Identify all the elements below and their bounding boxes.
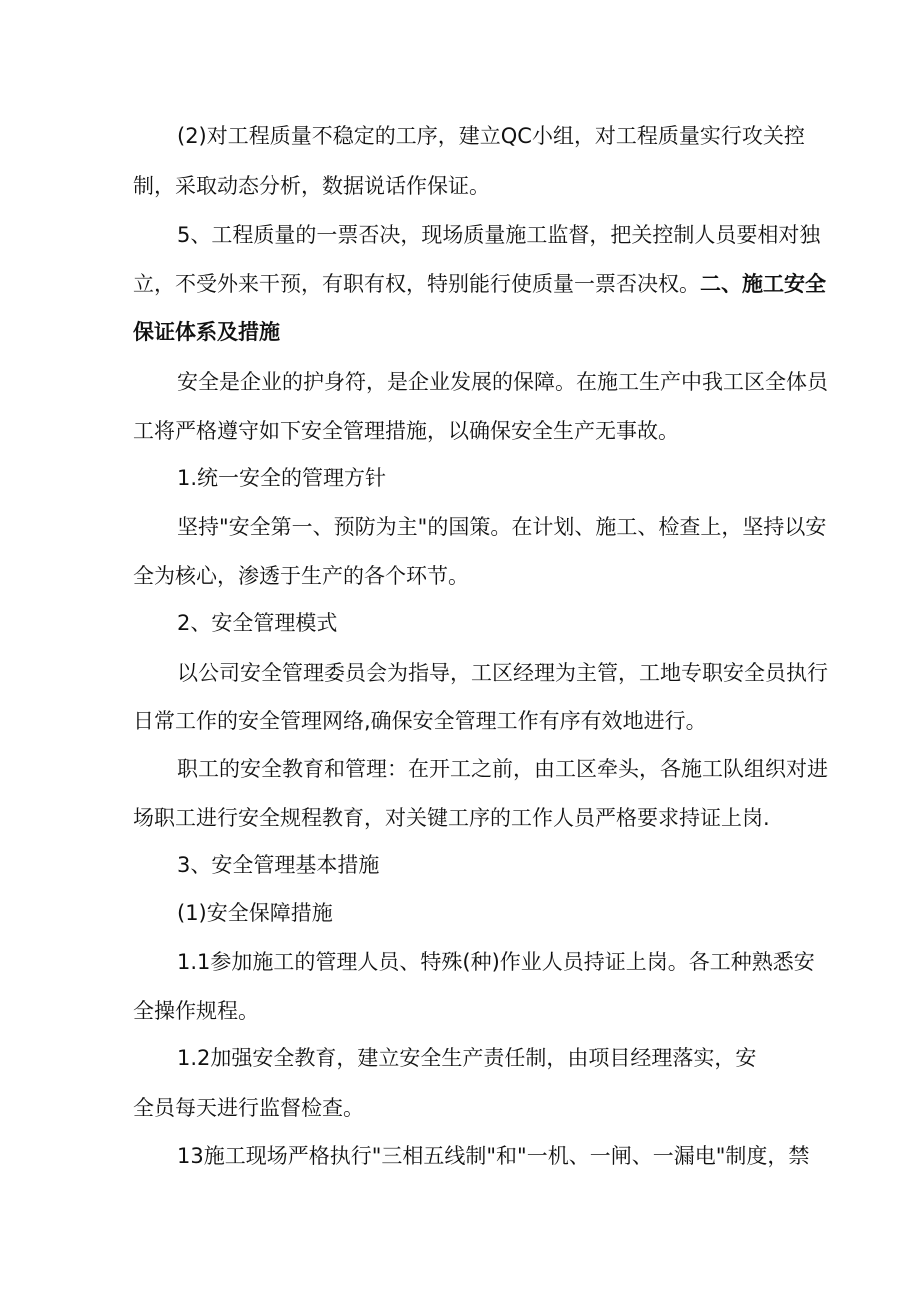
paragraph-education-duty-line2: 全员每天进行监督检查。	[133, 1096, 364, 1120]
paragraph-quality-qc-line2: 制，采取动态分析，数据说话作保证。	[133, 174, 490, 198]
paragraph-education-line2: 场职工进行安全规程教育，对关键工序的工作人员严格要求持证上岗.	[133, 806, 770, 830]
section-heading-safety-part2: 保证体系及措施	[133, 320, 280, 344]
paragraph-education-line1: 职工的安全教育和管理：在开工之前，由工区牵头，各施工队组织对进	[177, 757, 828, 781]
subheading-mode: 2、安全管理模式	[177, 611, 338, 635]
paragraph-mode-line1: 以公司安全管理委员会为指导，工区经理为主管，工地专职安全员执行	[177, 661, 828, 685]
paragraph-certified-line2: 全操作规程。	[133, 999, 259, 1023]
subheading-guarantee: (1)安全保障措施	[177, 901, 333, 925]
paragraph-electrical-line1: 13施工现场严格执行"三相五线制"和"一机、一闸、一漏电"制度，禁	[177, 1144, 810, 1168]
paragraph-safety-intro-line2: 工将严格遵守如下安全管理措施，以确保安全生产无事故。	[133, 419, 679, 443]
paragraph-veto-line1: 5、工程质量的一票否决，现场质量施工监督，把关控制人员要相对独	[177, 223, 821, 247]
subheading-measures: 3、安全管理基本措施	[177, 853, 380, 877]
paragraph-safety-intro-line1: 安全是企业的护身符，是企业发展的保障。在施工生产中我工区全体员	[177, 370, 828, 394]
paragraph-mode-line2: 日常工作的安全管理网络,确保安全管理工作有序有效地进行。	[133, 709, 707, 733]
subheading-policy: 1.统一安全的管理方针	[177, 466, 387, 490]
paragraph-veto-text: 立，不受外来干预，有职有权，特别能行使质量一票否决权。	[133, 272, 700, 296]
paragraph-certified-line1: 1.1参加施工的管理人员、特殊(种)作业人员持证上岗。各工种熟悉安	[177, 950, 815, 974]
paragraph-policy-line2: 全为核心，渗透于生产的各个环节。	[133, 564, 469, 588]
section-heading-safety-part1: 二、施工安全	[700, 272, 826, 296]
paragraph-policy-line1: 坚持"安全第一、预防为主"的国策。在计划、施工、检查上，坚持以安	[177, 515, 827, 539]
paragraph-education-duty-line1: 1.2加强安全教育，建立安全生产责任制，由项目经理落实，安	[177, 1046, 757, 1070]
paragraph-quality-qc-line1: (2)对工程质量不稳定的工序，建立QC小组，对工程质量实行攻关控	[177, 124, 805, 148]
paragraph-veto-line2	[133, 269, 826, 299]
